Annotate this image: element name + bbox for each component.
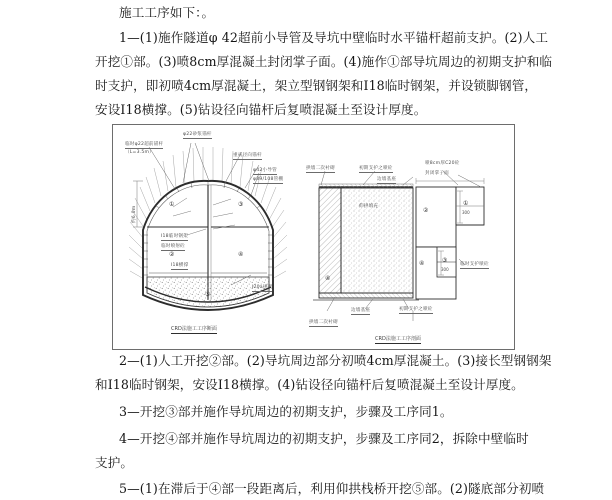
step-2-line-1: 2—(1)人工开挖②部。(2)导坑周边部分初喷4cm厚混凝土。(3)接长型钢钢架: [119, 353, 552, 368]
label-initial-support: 初期支护之喷砼: [359, 166, 393, 171]
dim-300-bottom: 300: [441, 267, 449, 272]
profile-number-1: ①: [463, 200, 469, 207]
profile-caption: CRD法施工工序剖面: [375, 336, 421, 342]
label-height-dim: 约6.0m: [132, 205, 137, 223]
figure-canvas: [113, 125, 514, 349]
label-wall-secondary-lining: 拱墙二次衬砌: [309, 320, 338, 325]
label-temp-shotcrete: 临时喷射砼: [161, 244, 185, 249]
section-caption: CRD法施工工序断面: [171, 326, 217, 332]
label-pipe-shed: φ89/108管棚: [253, 177, 284, 182]
label-radial-bolt: 重戒径向锚杆: [233, 153, 262, 158]
label-invert-filling: 仰拱填充: [359, 204, 379, 209]
label-arch-frame: I20a拱架: [252, 285, 273, 290]
label-temp-steel-frame: I18临时钢架: [161, 234, 188, 239]
step-1-line-3: 时支护，即初喷4cm厚混凝土，架立型钢钢架和Ⅰ18临时钢架，并设锁脚钢管，: [95, 78, 538, 93]
step-4-line-2: 支护。: [95, 455, 134, 470]
profile-number-4: ④: [325, 275, 331, 282]
label-initial-support-2: 初期支护之喷砼: [399, 307, 433, 312]
step-1-line-1: 1—(1)施作隧道φ 42超前小导管及导坑中壁临时水平锚杆超前支护。(2)人工: [119, 30, 549, 45]
label-face-seal: 喷8cm厚C20砼: [425, 161, 460, 166]
part-number-5: ⑤: [205, 291, 211, 298]
step-4-line-1: 4—开挖④部并施作导坑周边的初期支护，步骤及工序同2，拆除中壁临时: [119, 431, 529, 446]
label-side-wall-base: 边墙基座: [351, 308, 371, 313]
step-1-line-4: 安设Ⅰ18横撑。(5)钻设径向锚杆后复喷混凝土至设计厚度。: [95, 102, 427, 117]
crd-method-figure: [112, 124, 515, 350]
label-secondary-lining: 拱墙二次衬砌: [306, 166, 335, 171]
part-number-2: ②: [169, 251, 175, 258]
profile-number-4b: ④: [419, 260, 425, 267]
label-cross-brace: I18横撑: [171, 263, 189, 268]
label-grout-bolt: φ22砂浆锚杆: [183, 132, 212, 137]
label-small-pipe: φ42小导管: [253, 168, 277, 173]
dim-300-top: 300: [462, 210, 470, 215]
step-5-line-1: 5—(1)在滞后于④部一段距离后，利用仰拱栈桥开挖⑤部。(2)隧底部分初喷: [119, 481, 545, 496]
intro-line: 施工工序如下：。: [119, 5, 215, 20]
part-number-3: ③: [238, 201, 244, 208]
profile-number-2: ②: [423, 207, 429, 214]
label-face-seal-2: 封闭掌子面: [425, 171, 449, 176]
label-temp-bolt-length: （L=3.5m）: [125, 150, 154, 155]
step-3-line-1: 3—开挖③部并施作导坑周边的初期支护，步骤及工序同1。: [119, 404, 453, 419]
label-temp-bolt: 临时φ22超前锚杆: [125, 142, 164, 147]
profile-number-3: ③: [442, 257, 448, 264]
label-side-wall-base-top: 边墙基座: [377, 177, 397, 182]
part-number-4: ④: [238, 251, 244, 258]
label-temp-support-shot: 临时支护喷砼: [460, 262, 489, 267]
part-number-1: ①: [169, 201, 175, 208]
step-1-line-2: 开挖①部。(3)喷8cm厚混凝土封闭掌子面。(4)施作①部导坑周边的初期支护和临: [95, 54, 553, 69]
step-2-line-2: 和Ⅰ18临时钢架，安设Ⅰ18横撑。(4)钻设径向锚杆后复喷混凝土至设计厚度。: [95, 377, 524, 392]
